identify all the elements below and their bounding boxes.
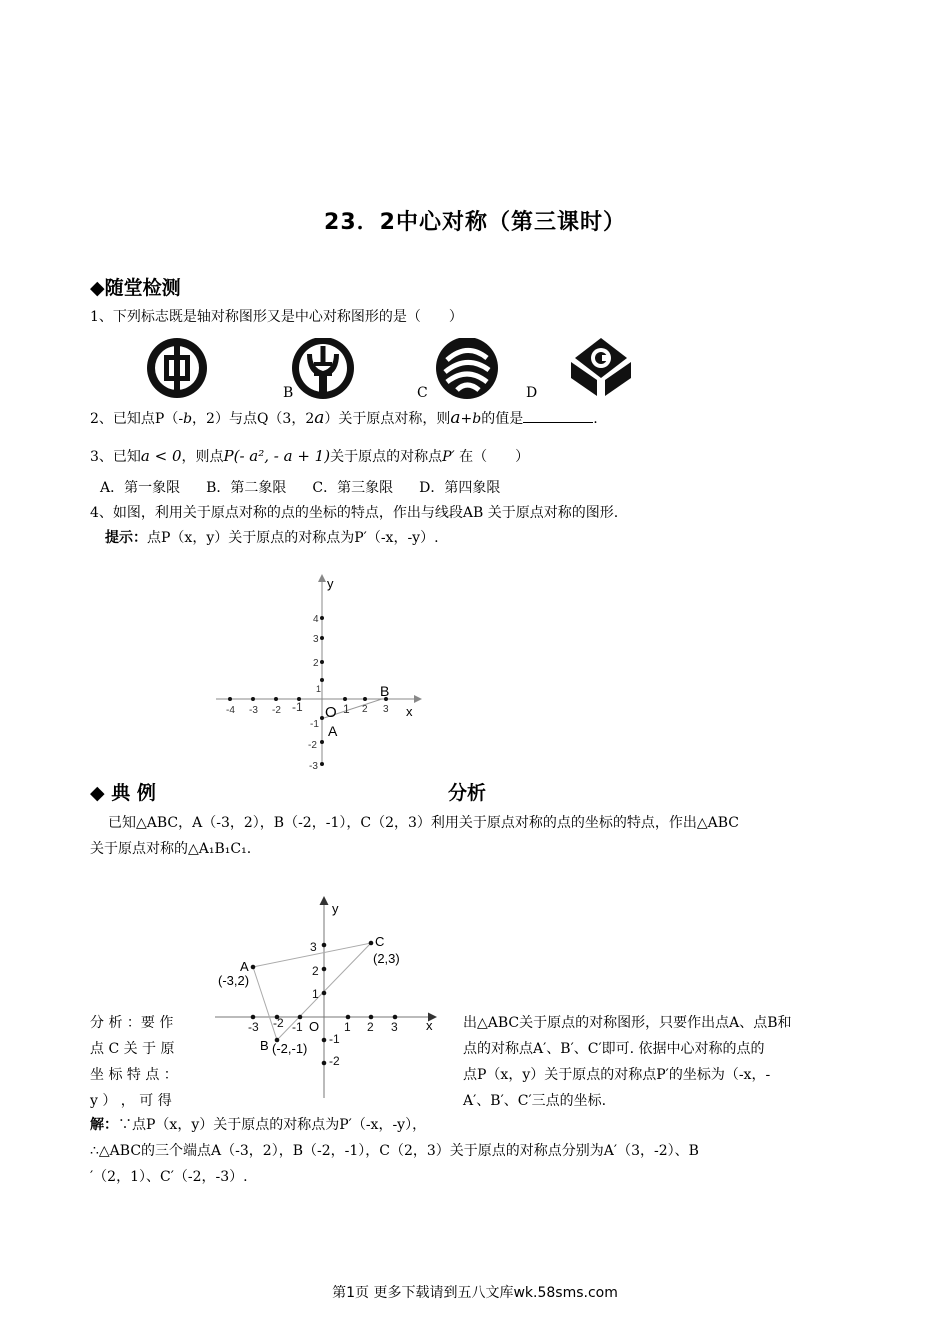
option-a: A．第一象限 [100,480,181,496]
analysis-left-column: 分 析 ：要 作 点 C 关 于 原 坐 标 特 点 ： y ） ， 可 得 [90,1015,178,1109]
analysis-right-column: 出△ABC关于原点的对称图形，只要作出点A、点B和 点的对称点A′、B′、C′即可. 依据中心对称的点的 点P（x，y）关于原点的对称点P′的坐标为（-x，- A′、B′、C′三点的坐标. [463,1015,792,1109]
g1-xtick: 1 [343,702,350,716]
solution-line-3: ′（2，1）、C′（-2，-3）. [90,1169,248,1185]
g2-xtick: 3 [391,1020,398,1034]
option-b-label: B [283,385,294,401]
g1-x-label: x [406,704,413,719]
page-title: 23．2中心对称（第三课时） [324,210,626,235]
option-d-label: D [526,385,538,401]
solution-line-2: ∴△ABC的三个端点A（-3，2），B（-2，-1），C（2，3）关于原点的对称点分别为A′（3，-2）、B [90,1143,699,1159]
g2-point-a-label: A [240,959,249,974]
question-3-options [100,478,500,498]
g2-origin-label: O [309,1019,320,1034]
abc-logo-icon [292,338,354,399]
g2-ytick: 1 [312,987,319,1001]
icbc-logo-icon [147,338,207,398]
g1-y-label: y [327,576,334,591]
option-b: B．第二象限 [206,480,287,496]
g2-x-label: x [426,1018,433,1033]
g1-xtick: -1 [292,700,303,714]
g2-point-b-label: B [260,1038,269,1053]
g1-xtick: -4 [226,705,235,716]
g1-point-a-label: A [328,723,338,739]
g2-xtick: -2 [273,1016,284,1030]
g1-ytick: 4 [313,614,319,625]
g2-point-a-coord: (-3,2) [218,973,250,988]
china-mobile-logo-icon [436,338,498,399]
section-heading-example: ◆ 典 例 [90,782,156,804]
g2-ytick: 3 [310,940,317,954]
example-line-2: 关于原点对称的△A₁B₁C₁. [90,841,252,857]
question-1: 1、下列标志既是轴对称图形又是中心对称图形的是（ ） [90,309,463,325]
g2-xtick: 2 [367,1020,374,1034]
g2-ytick: -2 [329,1054,340,1068]
question-4: 4、如图，利用关于原点对称的点的坐标的特点，作出与线段AB 关于原点对称的图形. [90,505,619,521]
section-heading-practice: ◆随堂检测 [90,277,181,299]
g1-xtick: 2 [362,704,368,715]
g1-ytick: -3 [309,761,318,772]
g2-point-b-coord: (-2,-1) [272,1041,308,1056]
g2-ytick: 2 [312,964,319,978]
logo-options-row [145,338,645,400]
example-line-1: 已知△ABC，A（-3，2），B（-2，-1），C（2，3）利用关于原点对称的点的坐标的特点，作出△ABC [108,815,740,831]
option-d: D．第四象限 [419,480,501,496]
page-footer: 第1页 更多下载请到五八文库wk.58sms.com [332,1285,618,1301]
option-c-label: C [417,385,428,401]
g1-point-b-label: B [380,683,390,699]
question-3: 3、已知a < 0，则点P(- a², - a + 1)关于原点的对称点P′ 在（ ） [90,447,530,465]
g2-point-c-coord: (2,3) [373,951,400,966]
rural-credit-logo-icon [571,338,631,396]
g1-ytick: 1 [316,684,322,694]
answer-blank [523,410,593,423]
coordinate-graph-2 [200,895,460,1105]
g1-ytick: 3 [313,634,319,645]
g1-origin-label: O [325,704,337,721]
g1-ytick: -2 [308,740,317,751]
g1-ytick: 2 [313,658,319,669]
g2-xtick: -1 [292,1020,303,1034]
g1-xtick: -3 [249,705,258,716]
g2-point-c-label: C [375,934,385,949]
question-2: 2、已知点P（-b，2）与点Q（3，2a）关于原点对称，则a+b的值是 . [90,408,598,428]
g2-xtick: 1 [344,1020,351,1034]
g1-ytick: -1 [310,719,319,730]
g2-ytick: -1 [329,1032,340,1046]
g2-xtick: -3 [248,1020,259,1034]
solution-line-1: 解：∵点P（x，y）关于原点的对称点为P′（-x，-y）， [90,1117,427,1133]
g1-xtick: 3 [383,704,389,715]
g2-y-label: y [332,901,339,916]
section-heading-analysis: 分析 [448,782,487,804]
question-4-hint: 提示：点P（x，y）关于原点的对称点为P′（-x，-y）. [105,530,439,546]
coordinate-graph-1 [210,570,430,790]
option-c: C．第三象限 [312,480,394,496]
g1-xtick: -2 [272,705,281,716]
